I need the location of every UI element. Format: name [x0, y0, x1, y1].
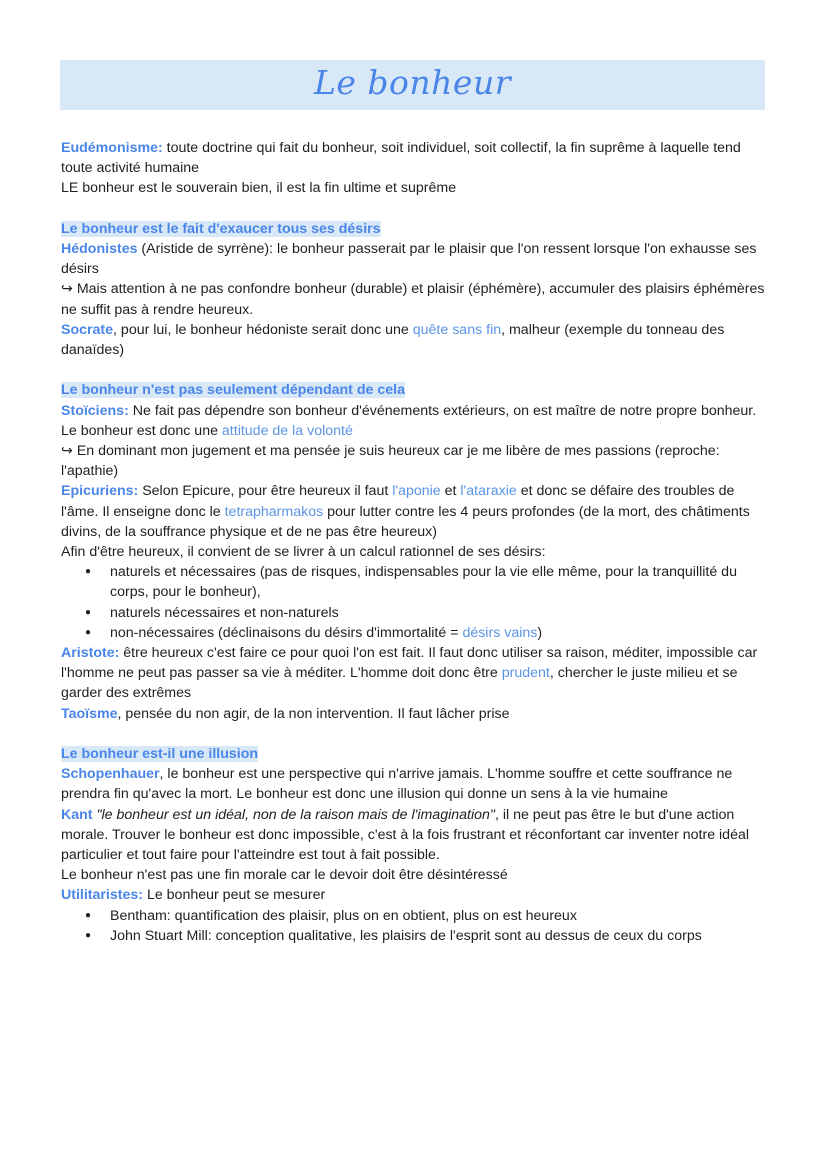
text: , chercher le juste milieu et se garder des extrêmes [61, 665, 738, 702]
text: pour lutter contre les 4 peurs profondes (de la mort, des châtiments divins, de la souffrance physique et de ne pas être heureux) [61, 503, 750, 540]
page-title: Le bonheur [314, 63, 511, 102]
keyword-epicuriens: Epicuriens: [61, 483, 139, 500]
intro-line: LE bonheur est le souverain bien, il est la fin ultime et suprême [61, 180, 457, 197]
list-item: ● naturels nécessaires et non-naturels [61, 603, 773, 623]
desires-list [61, 562, 773, 643]
keyword-stoiciens: Stoïciens: [61, 402, 129, 419]
keyword-schopenhauer: Schopenhauer [61, 766, 160, 783]
keyword-hedonistes: Hédonistes [61, 241, 138, 257]
utilitarian-list [61, 906, 773, 946]
text: ) [537, 624, 543, 641]
section-2-heading-line [61, 380, 773, 400]
schopenhauer-paragraph [61, 764, 773, 804]
keyword-kant: Kant [61, 806, 93, 823]
text: Selon Epicure, pour être heureux il faut [138, 483, 393, 500]
text: non-nécessaires (déclinaisons du désirs d'immortalité = [110, 624, 463, 641]
stoiciens-paragraph [61, 401, 773, 441]
keyword-aristote: Aristote: [61, 645, 120, 662]
arrow-note: ↪ En dominant mon jugement et ma pensée je suis heureux car je me libère de mes passions (reproche: l'apathie) [61, 443, 720, 480]
highlight-attitude-volonte: attitude de la volonté [221, 422, 353, 439]
list-item: ● naturels et nécessaires (pas de risques, indispensables pour la vie elle même, pour la tranquillité du corps, pour le bonheur), [61, 562, 773, 602]
epicuriens-paragraph [61, 481, 773, 542]
aristote-paragraph [61, 643, 773, 704]
kant-quote: "le bonheur est un idéal, non de la raison mais de l'imagination" [92, 806, 495, 823]
morale-line: Le bonheur n'est pas une fin morale car le devoir doit être désintéressé [61, 867, 508, 884]
hedonistes-paragraph [61, 239, 773, 279]
section-heading: Le bonheur n'est pas seulement dépendant de cela [61, 382, 405, 399]
utilitaristes-paragraph [61, 885, 773, 905]
text: et [440, 483, 461, 500]
section-heading: Le bonheur est le fait d'exaucer tous ses désirs [61, 220, 381, 237]
section-1-heading-line [61, 219, 773, 239]
socrate-paragraph [61, 320, 773, 360]
highlight-ataraxie: l'ataraxie [460, 483, 517, 500]
spacer [61, 724, 773, 744]
highlight-tetrapharmakos: tetrapharmakos [224, 503, 324, 520]
text: , pour lui, le bonheur hédoniste serait donc une [113, 321, 413, 338]
document-body [61, 138, 773, 946]
text: et donc se défaire des troubles de l'âme. Il enseigne donc le [61, 483, 735, 520]
text: être heureux c'est faire ce pour quoi l'on est fait. Il faut donc utiliser sa raison, méditer, impossible car l'homme ne peut pas passer sa vie à méditer. L'homme doit donc être [61, 645, 758, 682]
arrow-note: ↪ Mais attention à ne pas confondre bonheur (durable) et plaisir (éphémère), accumuler des plaisirs éphémères ne suffit pas à rendre heureux. [61, 281, 765, 318]
definition-text: toute doctrine qui fait du bonheur, soit individuel, soit collectif, la fin suprême à laquelle tend toute activité humaine [61, 140, 741, 177]
calcul-line: Afin d'être heureux, il convient de se livrer à un calcul rationnel de ses désirs: [61, 544, 546, 561]
list-item: ● Bentham: quantification des plaisir, plus on en obtient, plus on est heureux [61, 906, 773, 926]
keyword-socrate: Socrate [61, 321, 114, 338]
text: Ne fait pas dépendre son bonheur d'événements extérieurs, on est maître de notre propre bonheur. Le bonheur est donc une [61, 402, 757, 439]
section-3-heading-line [61, 744, 773, 764]
spacer [61, 199, 773, 219]
intro-definition [61, 138, 773, 178]
list-item: ● John Stuart Mill: conception qualitative, les plaisirs de l'esprit sont au dessus de ceux du corps [61, 926, 773, 946]
text: , il ne peut pas être le but d'une action morale. Trouver le bonheur est donc impossible, c'est à la fois frustrant et réconfortant car inventer notre idéal particulier et tout faire pour l'atteindre est tout à fait possible. [61, 806, 749, 864]
text: (Aristide de syrrène): le bonheur passerait par le plaisir que l'on ressent lorsque l'on exhausse ses désirs [61, 241, 757, 278]
text: , le bonheur est une perspective qui n'arrive jamais. L'homme souffre et cette souffrance ne prendra fin qu'avec la mort. Le bonheur est donc une illusion qui donne un sens à la vie humaine [61, 766, 733, 803]
spacer [61, 360, 773, 380]
kant-paragraph [61, 805, 773, 866]
title-banner [60, 60, 765, 110]
taoisme-paragraph [61, 704, 773, 724]
keyword-eudemonisme: Eudémonisme: [61, 140, 163, 156]
highlight-aponie: l'aponie [392, 483, 441, 500]
highlight-desirs-vains: désirs vains [462, 624, 538, 641]
text: , pensée du non agir, de la non intervention. Il faut lâcher prise [117, 705, 510, 722]
highlight-prudent: prudent [501, 665, 550, 682]
section-heading: Le bonheur est-il une illusion [61, 746, 259, 763]
highlight-quete-sans-fin: quête sans fin [412, 321, 502, 338]
text: Le bonheur peut se mesurer [143, 887, 326, 904]
keyword-utilitaristes: Utilitaristes: [61, 887, 143, 904]
list-item [61, 623, 773, 643]
keyword-taoisme: Taoïsme [61, 705, 118, 722]
text: , malheur (exemple du tonneau des danaïdes) [61, 321, 725, 359]
